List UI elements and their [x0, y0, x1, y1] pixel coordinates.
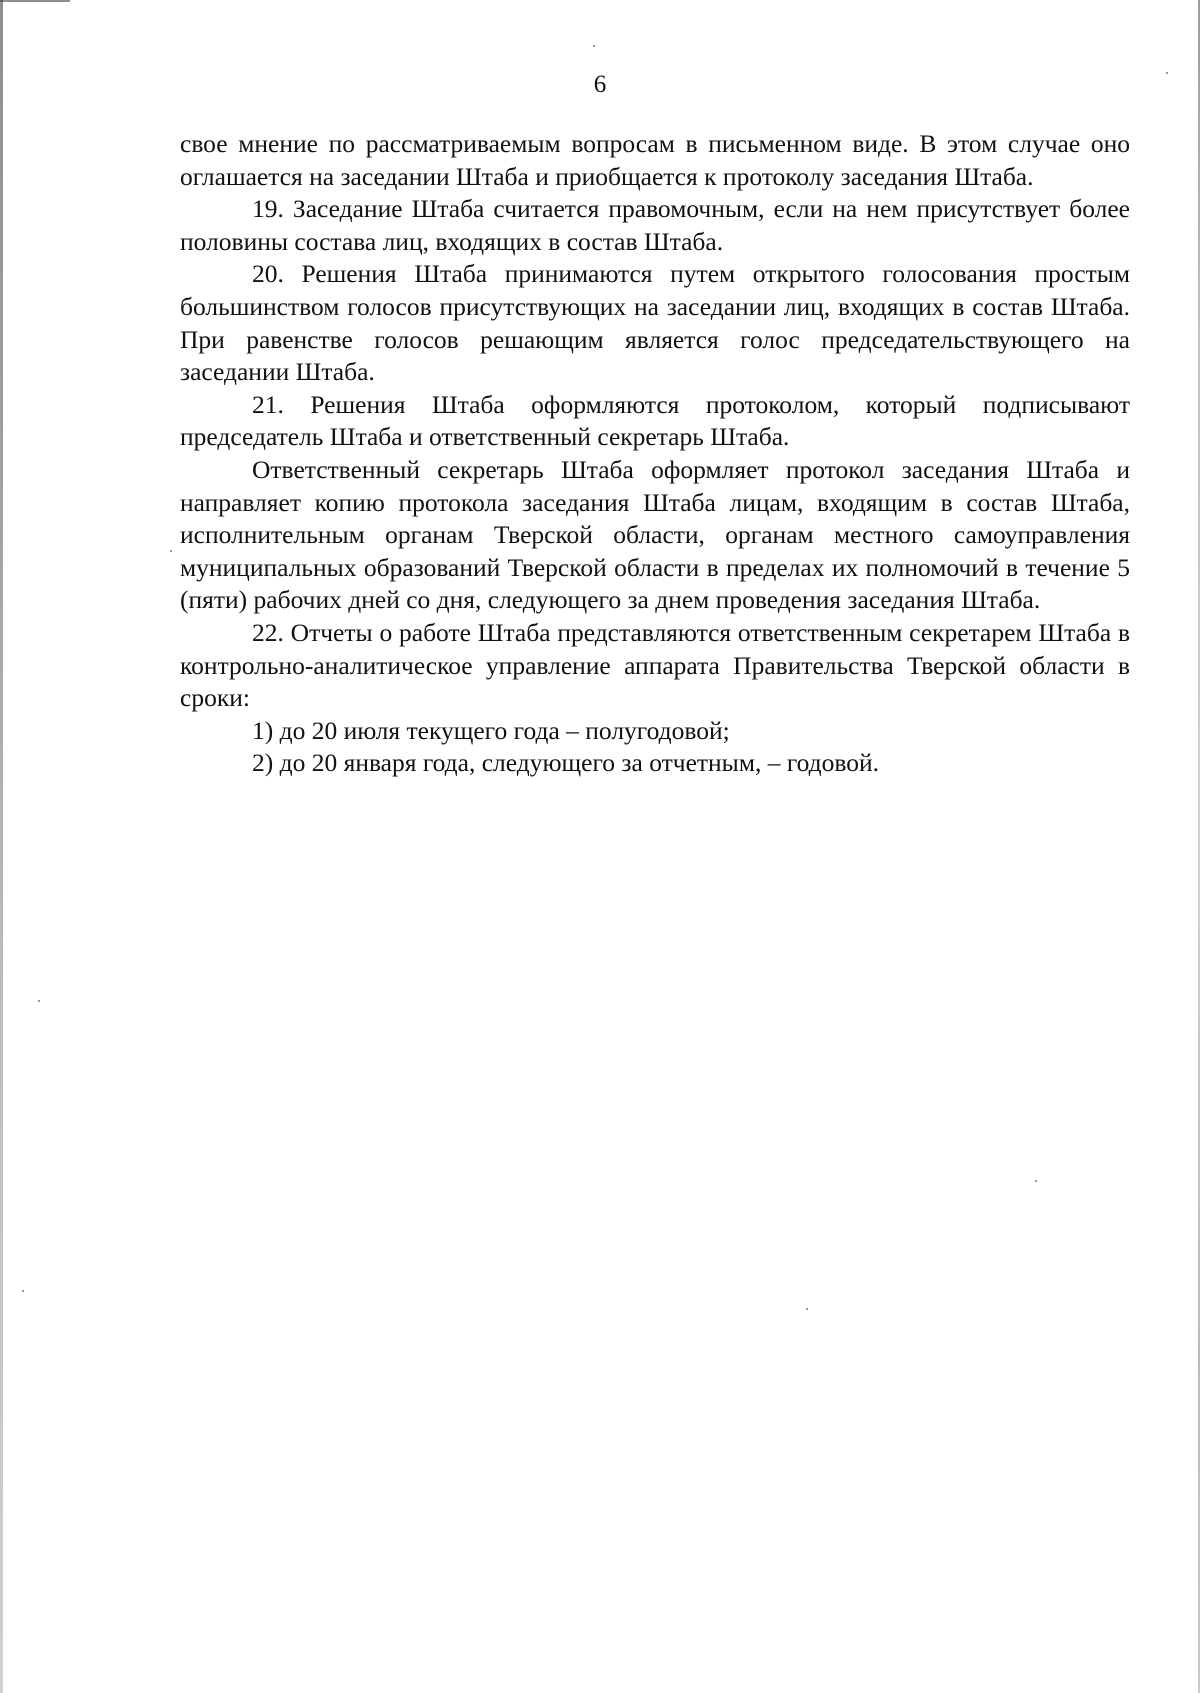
document-body	[180, 128, 1130, 780]
scan-speck	[170, 550, 172, 552]
scan-edge-top	[0, 0, 70, 2]
scan-speck	[22, 1290, 24, 1292]
paragraph-item-19: 19. Заседание Штаба считается правомочным, если на нем присутствует более половины состава лиц, входящих в состав Штаба.	[180, 194, 1130, 256]
scan-speck	[38, 1000, 40, 1002]
paragraph-secretary-duties: Ответственный секретарь Штаба оформляет протокол заседания Штаба и направляет копию протокола заседания Штаба лицам, входящим в состав Штаба, исполнительным органам Тверской области, органам местного самоуправления муниципальных образований Тверской области в пределах их полномочий в течение 5 (пяти) рабочих дней со дня, следующего за днем проведения заседания Штаба.	[180, 454, 1130, 615]
paragraph-continuation: свое мнение по рассматриваемым вопросам в письменном виде. В этом случае оно оглашается на заседании Штаба и приобщается к протоколу заседания Штаба.	[180, 129, 1130, 191]
paragraph-item-20: 20. Решения Штаба принимаются путем открытого голосования простым большинством голосов присутствующих на заседании лиц, входящих в состав Штаба. При равенстве голосов решающим является голос председательствующего на заседании Штаба.	[180, 259, 1130, 387]
paragraph-item-22: 22. Отчеты о работе Штаба представляются ответственным секретарем Штаба в контрольно-аналитическое управление аппарата Правительства Тверской области в сроки:	[180, 617, 1130, 713]
scan-speck	[1035, 1180, 1037, 1182]
list-item-1: 1) до 20 июля текущего года – полугодовой;	[252, 715, 730, 745]
scan-edge-left	[0, 0, 3, 1693]
scan-speck	[593, 45, 595, 47]
list-item-2: 2) до 20 января года, следующего за отчетным, – годовой.	[252, 748, 880, 778]
scan-speck	[806, 1308, 808, 1310]
page-number: 6	[593, 71, 607, 98]
paragraph-item-21: 21. Решения Штаба оформляются протоколом, который подписывают председатель Штаба и ответственный секретарь Штаба.	[180, 389, 1130, 452]
